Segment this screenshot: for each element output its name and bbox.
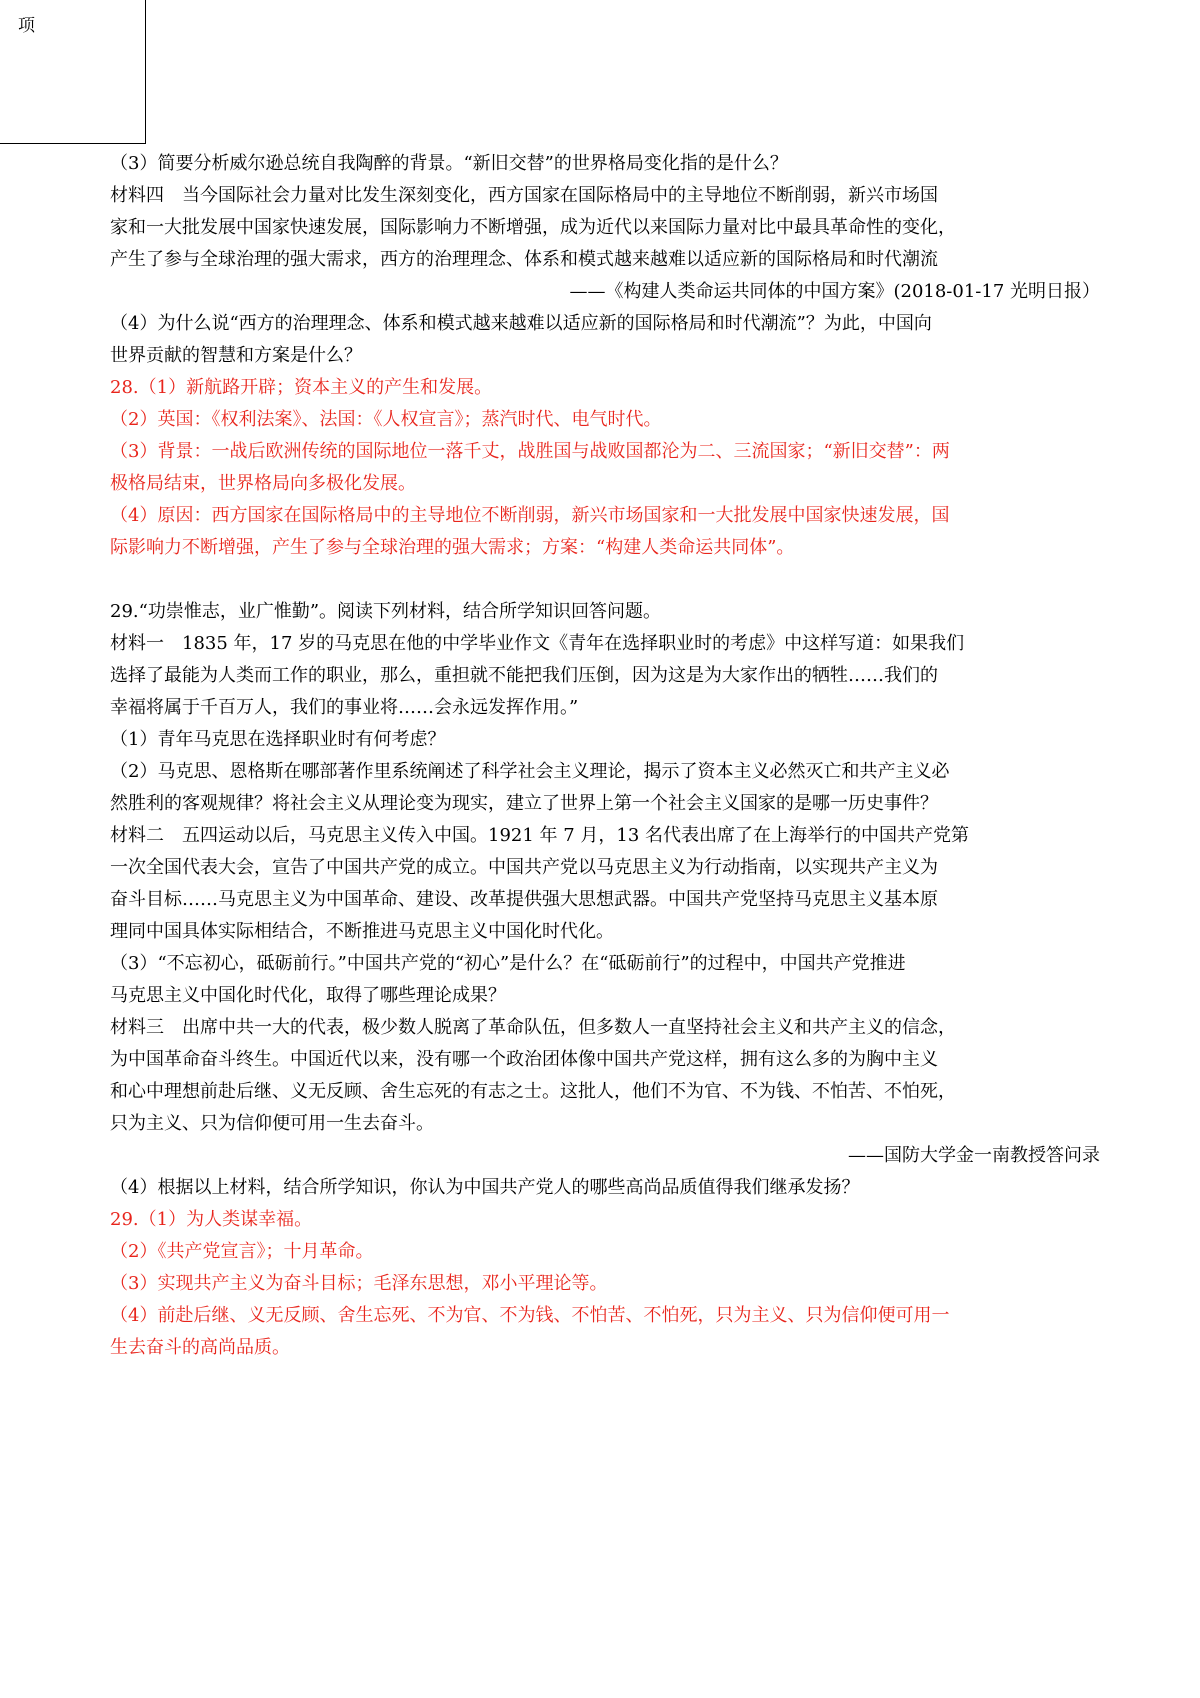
material-line: 材料二 五四运动以后，马克思主义传入中国。1921 年 7 月，13 名代表出席了在上海举行的中国共产党第 bbox=[110, 825, 970, 846]
q28-sub3: （3）简要分析威尔逊总统自我陶醉的背景。“新旧交替”的世界格局变化指的是什么？ bbox=[110, 153, 788, 174]
answer-28 bbox=[110, 372, 1100, 564]
answer-line: （3）实现共产主义为奋斗目标；毛泽东思想，邓小平理论等。 bbox=[110, 1273, 608, 1294]
answer-line: 29.（1）为人类谋幸福。 bbox=[110, 1209, 313, 1230]
question-line: 马克思主义中国化时代化，取得了哪些理论成果？ bbox=[110, 985, 506, 1006]
material-line: 产生了参与全球治理的强大需求，西方的治理理念、体系和模式越来越难以适应新的国际格局和时代潮流 bbox=[110, 249, 938, 270]
question-line: （3）“不忘初心，砥砺前行。”中国共产党的“初心”是什么？在“砥砺前行”的过程中，中国共产党推进 bbox=[110, 953, 906, 974]
q28-material4-source: ——《构建人类命运共同体的中国方案》(2018-01-17 光明日报） bbox=[569, 281, 1100, 302]
corner-label-box bbox=[0, 0, 146, 144]
q28-material4 bbox=[110, 180, 1100, 276]
question-line: 世界贡献的智慧和方案是什么？ bbox=[110, 345, 362, 366]
material-line: 材料四 当今国际社会力量对比发生深刻变化，西方国家在国际格局中的主导地位不断削弱，新兴市场国 bbox=[110, 185, 938, 206]
corner-label: 项 bbox=[18, 16, 35, 36]
material-line: 和心中理想前赴后继、义无反顾、舍生忘死的有志之士。这批人，他们不为官、不为钱、不怕苦、不怕死， bbox=[110, 1081, 956, 1102]
material-line: 家和一大批发展中国家快速发展，国际影响力不断增强，成为近代以来国际力量对比中最具革命性的变化， bbox=[110, 217, 956, 238]
question-line: （2）马克思、恩格斯在哪部著作里系统阐述了科学社会主义理论，揭示了资本主义必然灭亡和共产主义必 bbox=[110, 761, 950, 782]
answer-line: （4）原因：西方国家在国际格局中的主导地位不断削弱，新兴市场国家和一大批发展中国家快速发展，国 bbox=[110, 505, 950, 526]
question-line: 然胜利的客观规律？将社会主义从理论变为现实，建立了世界上第一个社会主义国家的是哪一历史事件？ bbox=[110, 793, 938, 814]
material-line: 为中国革命奋斗终生。中国近代以来，没有哪一个政治团体像中国共产党这样，拥有这么多的为胸中主义 bbox=[110, 1049, 938, 1070]
answer-line: 极格局结束，世界格局向多极化发展。 bbox=[110, 473, 416, 494]
material-line: 材料三 出席中共一大的代表，极少数人脱离了革命队伍，但多数人一直坚持社会主义和共产主义的信念， bbox=[110, 1017, 956, 1038]
material-line: 幸福将属于千百万人，我们的事业将……会永远发挥作用。” bbox=[110, 697, 579, 718]
q29-sub3 bbox=[110, 948, 1100, 1012]
q29-material2 bbox=[110, 820, 1100, 948]
answer-line: 28.（1）新航路开辟；资本主义的产生和发展。 bbox=[110, 377, 493, 398]
answer-line: （3）背景：一战后欧洲传统的国际地位一落千丈，战胜国与战败国都沦为二、三流国家；“新旧交替”：两 bbox=[110, 441, 950, 462]
material-line: 奋斗目标……马克思主义为中国革命、建设、改革提供强大思想武器。中国共产党坚持马克思主义基本原 bbox=[110, 889, 938, 910]
q29-stem: 29.“功崇惟志，业广惟勤”。阅读下列材料，结合所学知识回答问题。 bbox=[110, 601, 662, 622]
q29-sub4: （4）根据以上材料，结合所学知识，你认为中国共产党人的哪些高尚品质值得我们继承发扬？ bbox=[110, 1177, 860, 1198]
answer-line: （2）《共产党宣言》；十月革命。 bbox=[110, 1241, 374, 1262]
q28-sub4 bbox=[110, 308, 1100, 372]
material-line: 理同中国具体实际相结合，不断推进马克思主义中国化时代化。 bbox=[110, 921, 614, 942]
q29-material3 bbox=[110, 1012, 1100, 1140]
question-line: （4）为什么说“西方的治理理念、体系和模式越来越难以适应新的国际格局和时代潮流”？为此，中国向 bbox=[110, 313, 932, 334]
material-line: 材料一 1835 年，17 岁的马克思在他的中学毕业作文《青年在选择职业时的考虑》中这样写道：如果我们 bbox=[110, 633, 965, 654]
material-line: 一次全国代表大会，宣告了中国共产党的成立。中国共产党以马克思主义为行动指南，以实现共产主义为 bbox=[110, 857, 938, 878]
q29-sub2 bbox=[110, 756, 1100, 820]
q29-sub1: （1）青年马克思在选择职业时有何考虑？ bbox=[110, 729, 446, 750]
section-gap bbox=[110, 564, 1100, 596]
answer-line: （4）前赴后继、义无反顾、舍生忘死、不为官、不为钱、不怕苦、不怕死，只为主义、只为信仰便可用一 bbox=[110, 1305, 950, 1326]
answer-line: 际影响力不断增强，产生了参与全球治理的强大需求；方案：“构建人类命运共同体”。 bbox=[110, 537, 795, 558]
document-body bbox=[110, 148, 1100, 1364]
material-line: 选择了最能为人类而工作的职业，那么，重担就不能把我们压倒，因为这是为大家作出的牺牲……我们的 bbox=[110, 665, 938, 686]
q29-material3-source: ——国防大学金一南教授答问录 bbox=[848, 1145, 1100, 1166]
answer-29 bbox=[110, 1204, 1100, 1364]
q29-material1 bbox=[110, 628, 1100, 724]
answer-line: 生去奋斗的高尚品质。 bbox=[110, 1337, 290, 1358]
answer-line: （2）英国：《权利法案》、法国：《人权宣言》；蒸汽时代、电气时代。 bbox=[110, 409, 662, 430]
material-line: 只为主义、只为信仰便可用一生去奋斗。 bbox=[110, 1113, 434, 1134]
